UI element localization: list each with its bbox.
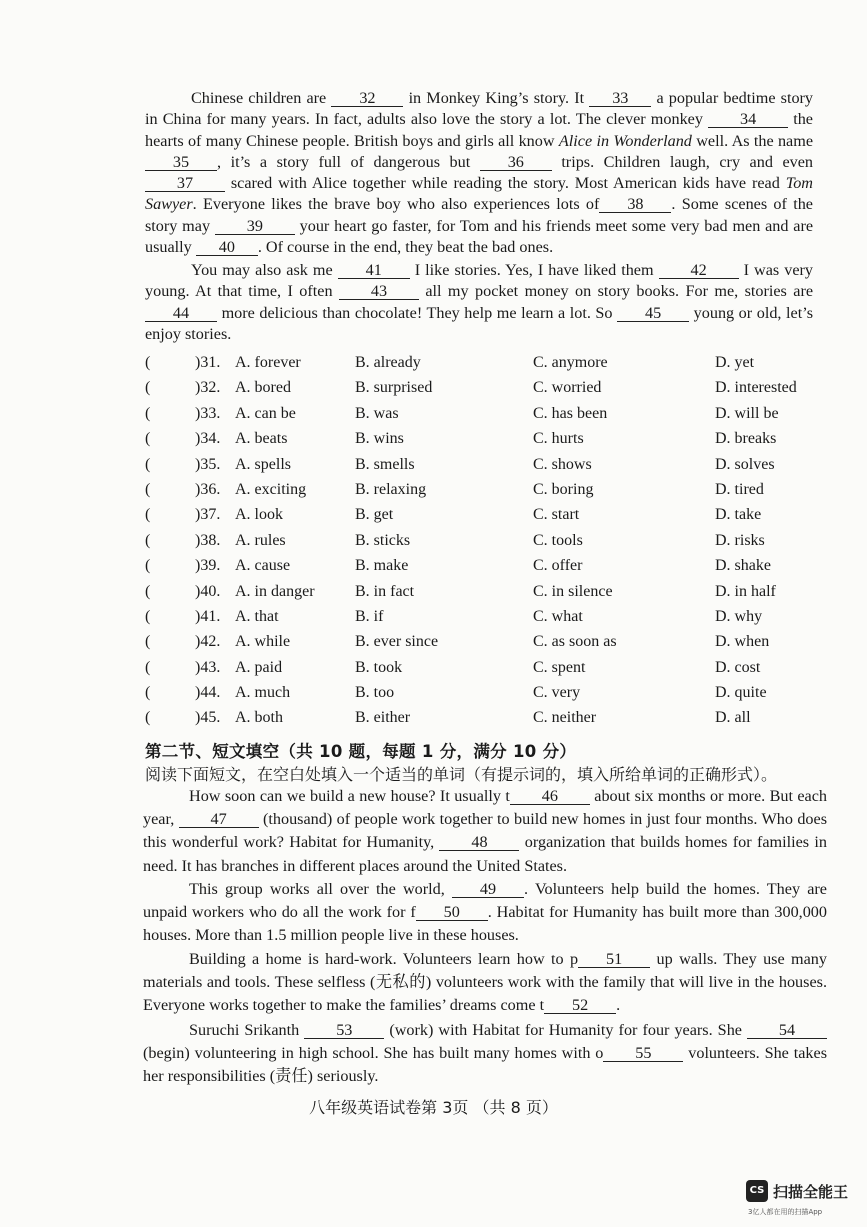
question-number: )36.: [195, 480, 221, 498]
option-a[interactable]: A. both: [235, 709, 283, 727]
option-b[interactable]: B. either: [355, 709, 411, 727]
option-c[interactable]: C. hurts: [533, 430, 584, 448]
text: (begin) volunteering in high school. She has built many homes with o: [143, 1044, 604, 1063]
blank-45[interactable]: 45: [617, 305, 689, 322]
blank-38[interactable]: 38: [599, 196, 671, 213]
blank-54[interactable]: 54: [747, 1022, 827, 1039]
page-footer: 八年级英语试卷第 3页 （共 8 页）: [309, 1098, 558, 1117]
text: . Volunteers help build the homes. They are unpaid workers who do all the work for f: [143, 880, 827, 922]
option-a[interactable]: A. can be: [235, 404, 296, 422]
option-row: [145, 709, 825, 734]
option-b[interactable]: B. get: [355, 506, 394, 524]
option-row: [145, 532, 825, 557]
answer-paren[interactable]: (: [145, 607, 151, 625]
question-number: )37.: [195, 506, 221, 524]
text: . Some scenes of the story may: [145, 195, 813, 235]
option-a[interactable]: A. look: [235, 506, 283, 524]
option-d[interactable]: D. solves: [715, 455, 775, 473]
option-row: [145, 405, 825, 430]
answer-paren[interactable]: (: [145, 582, 151, 600]
question-number: )42.: [195, 633, 221, 651]
text: a popular bedtime story in China for many years. In fact, adults also love the story a lot. The clever monkey: [145, 89, 814, 129]
passage2-paragraph2: [143, 878, 827, 948]
answer-paren[interactable]: (: [145, 430, 151, 448]
option-d[interactable]: D. why: [715, 607, 763, 625]
blank-39[interactable]: 39: [215, 218, 295, 235]
text: , it’s a story full of dangerous but: [217, 152, 471, 171]
option-row: [145, 557, 825, 582]
answer-paren[interactable]: (: [145, 404, 151, 422]
option-a[interactable]: A. exciting: [235, 480, 307, 498]
text: young or old, let’s enjoy stories.: [145, 303, 813, 343]
option-c[interactable]: C. neither: [533, 709, 597, 727]
question-number: )35.: [195, 455, 221, 473]
blank-41[interactable]: 41: [338, 262, 410, 279]
answer-paren[interactable]: (: [145, 506, 151, 524]
option-b[interactable]: B. was: [355, 404, 399, 422]
blank-46[interactable]: 46: [510, 788, 590, 805]
answer-paren[interactable]: (: [145, 480, 151, 498]
text: I was very young. At that time, I often: [145, 261, 814, 301]
option-a[interactable]: A. much: [235, 684, 291, 702]
answer-paren[interactable]: (: [145, 379, 151, 397]
option-c[interactable]: C. what: [533, 607, 583, 625]
option-a[interactable]: A. in danger: [235, 582, 315, 600]
passage2-paragraph4: [143, 1019, 827, 1089]
option-c[interactable]: C. start: [533, 506, 580, 524]
text: trips. Children laugh, cry and even: [561, 152, 814, 171]
blank-33[interactable]: 33: [589, 90, 651, 107]
option-row: [145, 684, 825, 709]
option-c[interactable]: C. worried: [533, 379, 602, 397]
option-a[interactable]: A. rules: [235, 531, 286, 549]
blank-50[interactable]: 50: [416, 904, 488, 921]
book-title-alice: Alice in Wonderland: [558, 131, 692, 150]
blank-51[interactable]: 51: [578, 951, 650, 968]
option-d[interactable]: D. interested: [715, 379, 797, 397]
option-a[interactable]: A. bored: [235, 379, 291, 397]
option-row: [145, 633, 825, 658]
option-d[interactable]: D. breaks: [715, 430, 777, 448]
option-c[interactable]: C. as soon as: [533, 633, 617, 651]
text: How soon can we build a new house? It usually t: [189, 787, 510, 805]
book-title-tom: Tom Sawyer: [145, 174, 814, 214]
answer-paren[interactable]: (: [145, 455, 151, 473]
option-row: [145, 659, 825, 684]
text: I like stories. Yes, I have liked them: [414, 261, 654, 279]
option-d[interactable]: D. risks: [715, 531, 765, 549]
answer-paren[interactable]: (: [145, 531, 151, 549]
option-b[interactable]: B. took: [355, 658, 403, 676]
answer-paren[interactable]: (: [145, 658, 151, 676]
option-d[interactable]: D. take: [715, 506, 762, 524]
option-c[interactable]: C. boring: [533, 480, 594, 498]
option-c[interactable]: C. anymore: [533, 354, 608, 371]
option-row: [145, 506, 825, 531]
option-a[interactable]: A. cause: [235, 557, 291, 575]
option-b[interactable]: B. relaxing: [355, 480, 427, 498]
blank-53[interactable]: 53: [304, 1022, 384, 1039]
text: all my pocket money on story books. For me, stories are: [425, 282, 814, 301]
question-number: )44.: [195, 684, 221, 702]
option-c[interactable]: C. shows: [533, 455, 592, 473]
options-list: [145, 354, 825, 735]
option-b[interactable]: B. surprised: [355, 379, 433, 397]
passage2-paragraph3: [143, 948, 827, 1018]
option-a[interactable]: A. beats: [235, 430, 288, 448]
text: This group works all over the world,: [189, 880, 445, 898]
blank-52[interactable]: 52: [544, 997, 616, 1014]
answer-paren[interactable]: (: [145, 709, 151, 727]
option-c[interactable]: C. tools: [533, 531, 583, 549]
option-a[interactable]: A. paid: [235, 658, 283, 676]
blank-49[interactable]: 49: [452, 881, 524, 898]
option-b[interactable]: B. already: [355, 354, 421, 371]
answer-paren[interactable]: (: [145, 684, 151, 702]
option-b[interactable]: B. too: [355, 684, 395, 702]
text: (thousand) of people work together to build new homes in just four months. Who does this wonderful work? Habitat for Humanity,: [143, 810, 828, 852]
text: about six months or more. But each year,: [143, 787, 828, 829]
question-number: )39.: [195, 557, 221, 575]
option-row: [145, 379, 825, 404]
option-a[interactable]: A. spells: [235, 455, 291, 473]
option-b[interactable]: B. if: [355, 607, 384, 625]
option-row: [145, 608, 825, 633]
text: . Of course in the end, they beat the bad ones.: [257, 238, 554, 257]
blank-34[interactable]: 34: [708, 111, 788, 128]
option-b[interactable]: B. ever since: [355, 633, 439, 651]
blank-40[interactable]: 40: [196, 239, 258, 256]
question-number: )38.: [195, 531, 221, 549]
option-c[interactable]: C. has been: [533, 404, 608, 422]
text: in Monkey King’s story. It: [408, 89, 585, 107]
option-d[interactable]: D. all: [715, 709, 751, 727]
option-b[interactable]: B. make: [355, 557, 409, 575]
option-d[interactable]: D. when: [715, 633, 770, 651]
text: (work) with Habitat for Humanity for four years. She: [389, 1021, 742, 1039]
blank-36[interactable]: 36: [480, 154, 552, 171]
question-number: )33.: [195, 404, 221, 422]
option-b[interactable]: B. wins: [355, 430, 404, 448]
blank-32[interactable]: 32: [331, 90, 403, 107]
logo-text: 扫描全能王: [773, 1183, 849, 1201]
text: volunteers. She takes her responsibilities (责任) seriously.: [143, 1044, 827, 1086]
blank-43[interactable]: 43: [339, 283, 419, 300]
blank-47[interactable]: 47: [179, 811, 259, 828]
text: the hearts of many Chinese people. British boys and girls all know: [145, 110, 813, 150]
text: Chinese children are: [191, 89, 327, 107]
text: Suruchi Srikanth: [189, 1021, 300, 1039]
text: . Habitat for Humanity has built more than 300,000 houses. More than 1.5 million people live in these houses.: [143, 903, 827, 945]
option-c[interactable]: C. in silence: [533, 582, 613, 600]
blank-42[interactable]: 42: [659, 262, 739, 279]
option-b[interactable]: B. in fact: [355, 582, 415, 600]
text: your heart go faster, for Tom and his friends meet some very bad men and are usually: [145, 216, 814, 257]
question-number: )40.: [195, 582, 221, 600]
option-d[interactable]: D. will be: [715, 404, 779, 422]
option-c[interactable]: C. offer: [533, 557, 583, 575]
option-b[interactable]: B. sticks: [355, 531, 411, 549]
text: organization that builds homes for families in need. It has branches in different places around the United States.: [143, 833, 827, 875]
option-a[interactable]: A. forever: [235, 354, 301, 371]
blank-35[interactable]: 35: [145, 154, 217, 171]
logo-subtext: 3亿人都在用的扫描App: [748, 1208, 823, 1216]
option-c[interactable]: C. very: [533, 684, 581, 702]
option-d[interactable]: D. tired: [715, 480, 764, 498]
text: . Everyone likes the brave boy who also experiences lots of: [192, 195, 600, 214]
answer-paren[interactable]: (: [145, 633, 151, 651]
text: You may also ask me: [191, 261, 333, 279]
answer-paren[interactable]: (: [145, 557, 151, 575]
option-a[interactable]: A. that: [235, 607, 279, 625]
blank-37[interactable]: 37: [145, 175, 225, 192]
text: well. As the name: [696, 131, 814, 150]
passage1-paragraph1: [145, 88, 813, 258]
option-row: [145, 481, 825, 506]
question-number: )32.: [195, 379, 221, 397]
option-b[interactable]: B. smells: [355, 455, 415, 473]
option-row: [145, 354, 825, 379]
question-number: )34.: [195, 430, 221, 448]
question-number: )45.: [195, 709, 221, 727]
question-number: )43.: [195, 658, 221, 676]
option-d[interactable]: D. in half: [715, 582, 776, 600]
text: Building a home is hard-work. Volunteers learn how to p: [189, 950, 579, 968]
camscanner-logo: [746, 1180, 856, 1216]
passage1-paragraph2: [145, 260, 813, 345]
text: .: [616, 996, 621, 1015]
option-d[interactable]: D. shake: [715, 557, 771, 575]
section2-heading: 第二节、短文填空（共 10 题，每题 1 分，满分 10 分）: [145, 742, 577, 761]
option-row: [145, 430, 825, 455]
text: up walls. They use many materials and tools. These selfless (无私的) volunteers work with the family that will live in the houses. Everyone works together to make the families’ dreams come t: [143, 950, 827, 1015]
question-number: )41.: [195, 607, 221, 625]
option-row: [145, 583, 825, 608]
cs-logo-icon: CS: [746, 1180, 768, 1202]
option-d[interactable]: D. yet: [715, 354, 755, 371]
question-number: )31.: [195, 354, 221, 371]
option-d[interactable]: D. cost: [715, 658, 761, 676]
option-row: [145, 456, 825, 481]
text: scared with Alice together while reading the story. Most American kids have read: [230, 174, 780, 193]
blank-55[interactable]: 55: [603, 1045, 683, 1062]
option-a[interactable]: A. while: [235, 633, 291, 651]
text: more delicious than chocolate! They help me learn a lot. So: [221, 303, 613, 322]
passage2-paragraph1: [143, 785, 827, 878]
blank-48[interactable]: 48: [439, 834, 519, 851]
option-c[interactable]: C. spent: [533, 658, 586, 676]
blank-44[interactable]: 44: [145, 305, 217, 322]
section2-instruction: 阅读下面短文，在空白处填入一个适当的单词（有提示词的，填入所给单词的正确形式）。: [145, 765, 778, 784]
answer-paren[interactable]: (: [145, 354, 151, 371]
option-d[interactable]: D. quite: [715, 684, 767, 702]
